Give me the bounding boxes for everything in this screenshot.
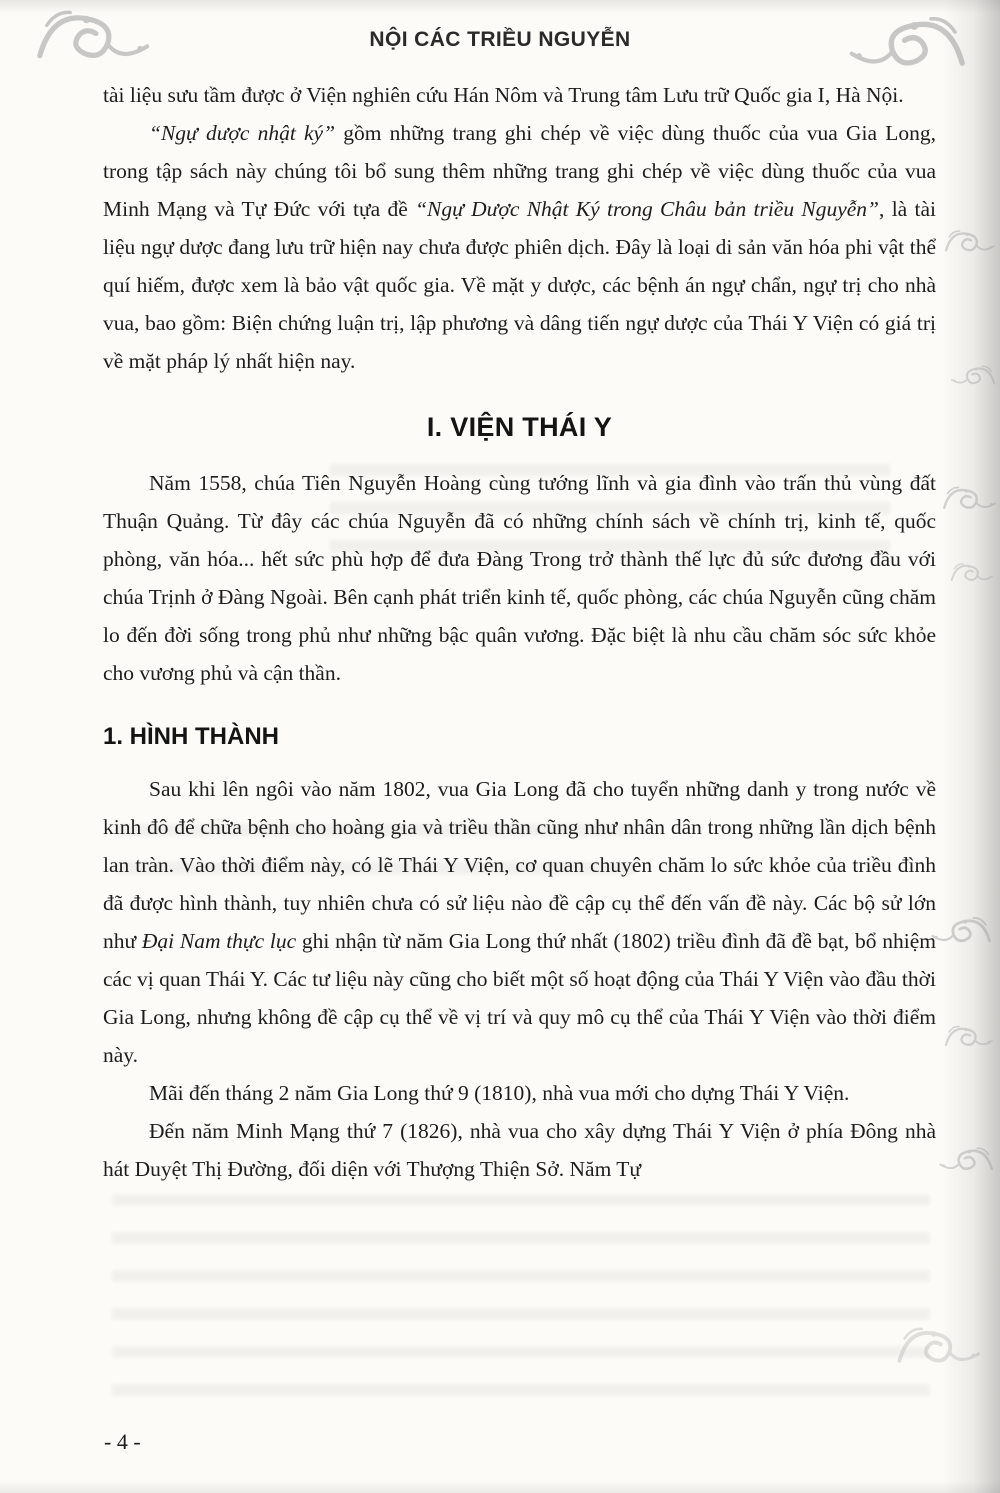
dragon-ornament-bottom-right — [896, 1302, 982, 1392]
paragraph-text: Đến năm Minh Mạng thứ 7 (1826), nhà vua cho xây dựng Thái Y Viện ở phía Đông nhà hát Duyệt Thị Đường, đối diện với Thượng Thiện Sở. Năm Tự — [103, 1119, 936, 1181]
paragraph — [103, 464, 936, 692]
paragraph-continuation — [103, 76, 936, 114]
dragon-ornament-right-margin — [944, 1008, 994, 1066]
bleed-through-ghost — [112, 1185, 930, 1400]
subsection-heading: 1. HÌNH THÀNH — [103, 723, 280, 750]
dragon-ornament-right-margin — [944, 212, 996, 272]
paragraph-text: , là tài liệu ngự dược đang lưu trữ hiện nay chưa được phiên dịch. Đây là loại di sản văn hóa phi vật thể quí hiếm, được xem là bảo vật quốc gia. Về mặt y dược, các bệnh án ngự chẩn, ngự trị cho nhà vua, bao gồm: Biện chứng luận trị, lập phương và dâng tiến ngự dược của Thái Y Viện có giá trị về mặt pháp lý nhất hiện nay. — [103, 197, 936, 373]
scan-shadow-top — [0, 0, 1000, 14]
paragraph-text: tài liệu sưu tầm được ở Viện nghiên cứu Hán Nôm và Trung tâm Lưu trữ Quốc gia I, Hà Nội. — [103, 83, 904, 107]
paragraph-text: Năm 1558, chúa Tiên Nguyễn Hoàng cùng tướng lĩnh và gia đình vào trấn thủ vùng đất Thuận Quảng. Từ đây các chúa Nguyễn đã có những chính sách về chính trị, kinh tế, quốc phòng, văn hóa... hết sức phù hợp để đưa Đàng Trong trở thành thế lực đủ sức đương đầu với chúa Trịnh ở Đàng Ngoài. Bên cạnh phát triển kinh tế, quốc phòng, các chúa Nguyễn cũng chăm lo đến đời sống trong phủ như những bậc quân vương. Đặc biệt là nhu cầu chăm sóc sức khỏe cho vương phủ và cận thần. — [103, 471, 936, 685]
scan-shadow-bottom — [0, 1481, 1000, 1493]
paragraph-text: ghi nhận từ năm Gia Long thứ nhất (1802) triều đình đã đề bạt, bổ nhiệm các vị quan Thái Y. Các tư liệu này cũng cho biết một số hoạt động của Thái Y Viện vào đầu thời Gia Long, nhưng không đề cập cụ thể về vị trí và quy mô cụ thể của Thái Y Viện vào thời điểm này. — [103, 929, 936, 1067]
paragraph — [103, 1074, 936, 1112]
page-body — [103, 76, 936, 1188]
paragraph — [103, 1112, 936, 1188]
paragraph-text: gồm những trang ghi chép về việc dùng thuốc của vua Gia Long, trong tập sách này chúng tôi bổ sung thêm những trang ghi chép về việc dùng thuốc của vua Minh Mạng và Tự Đức với tựa đề — [103, 121, 936, 221]
paragraph — [103, 770, 936, 1074]
dragon-ornament-right-margin — [950, 350, 996, 402]
scan-shadow-right — [942, 0, 1000, 1493]
book-title-italic: “Ngự dược nhật ký” — [149, 121, 336, 145]
paragraph-text: Mãi đến tháng 2 năm Gia Long thứ 9 (1810), nhà vua mới cho dựng Thái Y Viện. — [149, 1081, 850, 1105]
dragon-ornament-right-margin — [942, 468, 997, 530]
book-title-italic: “Ngự Dược Nhật Ký trong Châu bản triều Nguyễn” — [415, 197, 880, 221]
running-header: NỘI CÁC TRIỀU NGUYỄN — [369, 28, 631, 51]
dragon-ornament-right-margin — [938, 1128, 994, 1192]
dragon-ornament-right-margin — [930, 896, 992, 966]
paragraph-text: Sau khi lên ngôi vào năm 1802, vua Gia Long đã cho tuyển những danh y trong nước về kinh đô để chữa bệnh cho hoàng gia và triều thần cũng như nhân dân trong những lần dịch bệnh lan tràn. Vào thời điểm này, có lẽ Thái Y Viện, cơ quan chuyên chăm lo sức khỏe của triều đình đã được hình thành, tuy nhiên chưa có sử liệu nào đề cập cụ thể đến vấn đề này. Các bộ sử lớn như — [103, 777, 936, 953]
paragraph — [103, 114, 936, 380]
book-title-italic: Đại Nam thực lục — [141, 929, 297, 953]
dragon-ornament-right-margin — [950, 548, 994, 598]
section-heading: I. VIỆN THÁI Y — [426, 412, 613, 442]
page-number: - 4 - — [104, 1429, 141, 1454]
